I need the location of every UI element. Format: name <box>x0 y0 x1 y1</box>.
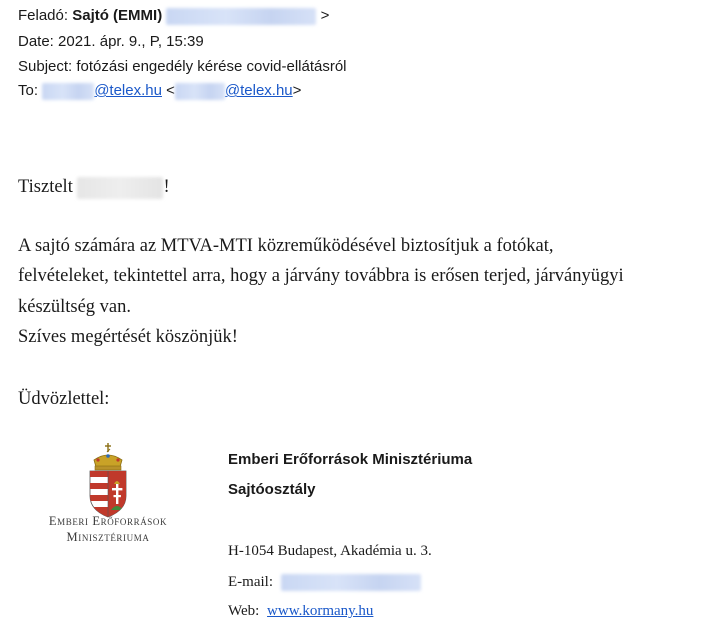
thanks-line: Szíves megértését köszönjük! <box>18 327 238 347</box>
subject-line: Subject: fotózási engedély kérése covid-ellátásról <box>18 58 347 75</box>
web-link[interactable]: www.kormany.hu <box>267 603 374 619</box>
body-paragraph-line-3: készültség van. <box>18 297 132 317</box>
redacted-recipient-name <box>77 177 163 199</box>
to-line <box>18 82 301 100</box>
body-paragraph-line-1: A sajtó számára az MTVA-MTI közreműködésével biztosítjuk a fotókat, <box>18 236 554 256</box>
from-line <box>18 7 329 25</box>
greeting-line <box>18 176 170 199</box>
redacted-from-email <box>166 8 316 25</box>
web-label: Web: <box>228 603 260 619</box>
to-email-link-1[interactable]: @telex.hu <box>94 82 162 99</box>
signature-web-line <box>228 602 373 620</box>
from-name: Sajtó (EMMI) <box>72 7 163 24</box>
from-suffix: > <box>320 7 330 24</box>
greeting-word: Tisztelt <box>18 177 73 197</box>
signature-email-line <box>228 573 421 591</box>
redacted-to-user-2 <box>175 83 225 100</box>
from-label: Feladó: <box>18 7 69 24</box>
signature-organization: Emberi Erőforrások Minisztériuma <box>228 451 473 468</box>
shield-icon <box>90 471 126 517</box>
to-label: To: <box>18 82 39 99</box>
logo-text-line-2: Minisztériuma <box>66 530 150 544</box>
crown-icon <box>94 443 122 470</box>
signature-department: Sajtóosztály <box>228 481 316 498</box>
to-open-bracket: < <box>166 82 175 99</box>
closing-line: Üdvözlettel: <box>18 389 110 409</box>
redacted-signature-email <box>281 574 421 591</box>
date-line: Date: 2021. ápr. 9., P, 15:39 <box>18 33 204 50</box>
email-label: E-mail: <box>228 574 273 590</box>
body-paragraph-line-2: felvételeket, tekintettel arra, hogy a járvány továbbra is erősen terjed, járványügyi <box>18 266 624 286</box>
greeting-exclamation: ! <box>163 177 170 197</box>
signature-address: H-1054 Budapest, Akadémia u. 3. <box>228 543 432 559</box>
logo-text-line-1: Emberi Erőforrások <box>48 514 168 528</box>
to-close-bracket: > <box>292 82 302 99</box>
to-email-link-2[interactable]: @telex.hu <box>224 82 293 99</box>
redacted-to-user-1 <box>42 83 94 100</box>
